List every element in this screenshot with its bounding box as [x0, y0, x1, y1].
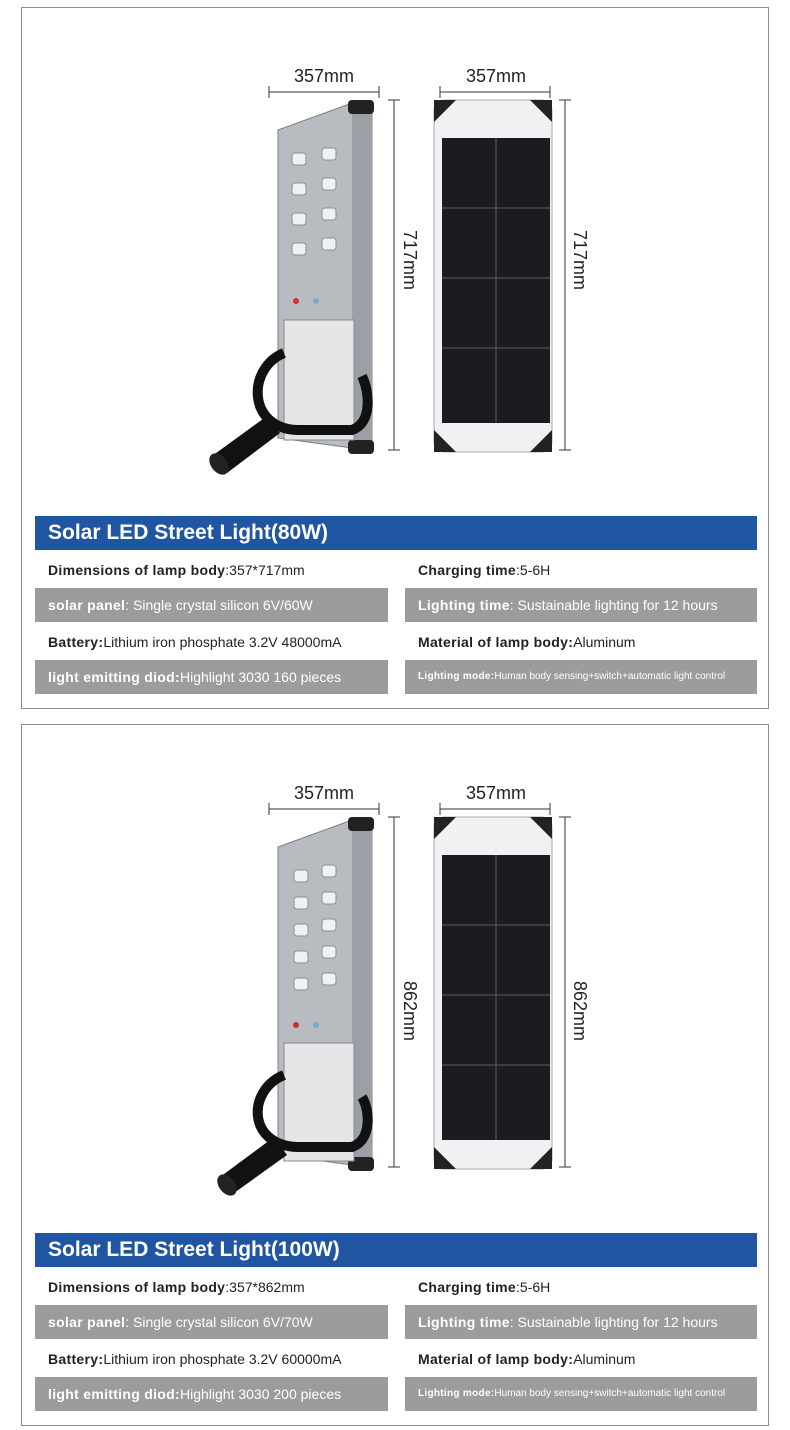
spec-battery: Battery:Lithium iron phosphate 3.2V 60000mA: [48, 1351, 342, 1367]
product-title: Solar LED Street Light(80W): [35, 516, 757, 550]
spec-lighting-mode: Lighting mode:Human body sensing+switch+automatic light control: [405, 1377, 757, 1411]
spec-lighting-time: Lighting time: Sustainable lighting for 12 hours: [405, 588, 757, 622]
spec-material: Material of lamp body:Aluminum: [418, 1351, 636, 1367]
width-label-left: 357mm: [293, 783, 355, 803]
spec-material: Material of lamp body:Aluminum: [418, 634, 636, 650]
product-figure: [22, 725, 770, 1225]
solar-panel-back-view: [434, 100, 552, 452]
spec-battery: Battery:Lithium iron phosphate 3.2V 48000mA: [48, 634, 342, 650]
product-figure: [22, 8, 770, 508]
height-label-right: 717mm: [570, 229, 590, 291]
spec-led: light emitting diod:Highlight 3030 160 pieces: [35, 660, 388, 694]
spec-solar-panel: solar panel: Single crystal silicon 6V/70W: [35, 1305, 388, 1339]
lamp-front-view: [205, 100, 374, 478]
width-label-right: 357mm: [465, 66, 527, 86]
spec-led: light emitting diod:Highlight 3030 200 pieces: [35, 1377, 388, 1411]
lamp-front-view: [213, 817, 374, 1199]
spec-lighting-mode: Lighting mode:Human body sensing+switch+automatic light control: [405, 660, 757, 694]
solar-panel-back-view: [434, 817, 552, 1169]
height-label-left: 862mm: [400, 980, 420, 1042]
width-label-right: 357mm: [465, 783, 527, 803]
spec-solar-panel: solar panel: Single crystal silicon 6V/60W: [35, 588, 388, 622]
height-label-left: 717mm: [400, 229, 420, 291]
product-card-100w: [21, 724, 769, 1426]
spec-lighting-time: Lighting time: Sustainable lighting for 12 hours: [405, 1305, 757, 1339]
spec-charging-time: Charging time:5-6H: [418, 562, 551, 578]
width-label-left: 357mm: [293, 66, 355, 86]
product-title: Solar LED Street Light(100W): [35, 1233, 757, 1267]
product-card-80w: [21, 7, 769, 709]
lamp-illustration: [22, 725, 770, 1225]
spec-dimensions: Dimensions of lamp body:357*862mm: [48, 1279, 305, 1295]
lamp-illustration: [22, 8, 770, 508]
spec-charging-time: Charging time:5-6H: [418, 1279, 551, 1295]
spec-dimensions: Dimensions of lamp body:357*717mm: [48, 562, 305, 578]
height-label-right: 862mm: [570, 980, 590, 1042]
